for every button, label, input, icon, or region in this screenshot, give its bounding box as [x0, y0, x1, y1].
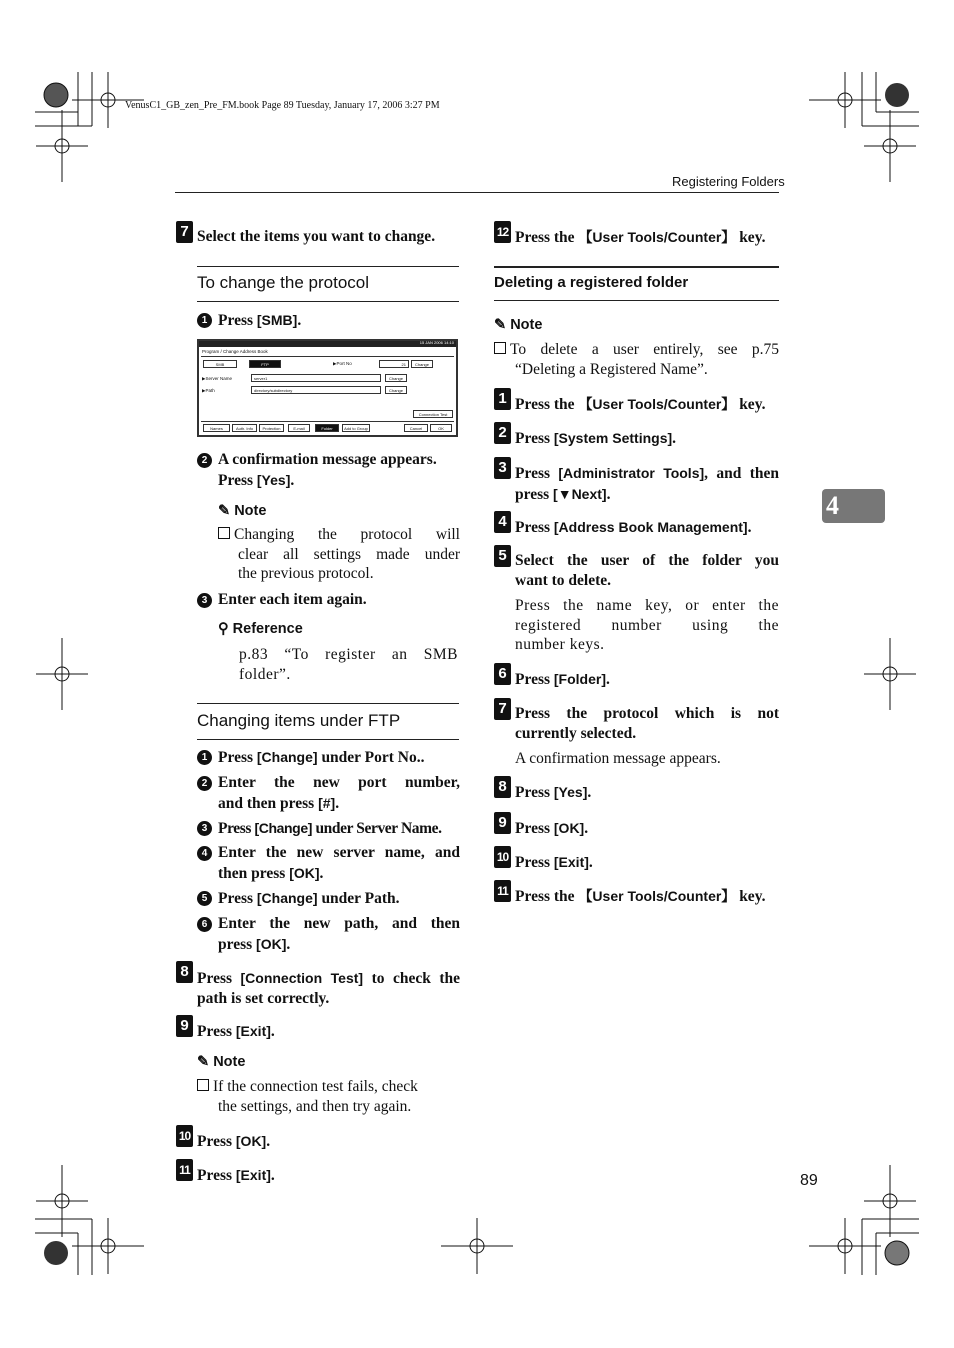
- screen-path-label: ▶Path: [202, 388, 215, 393]
- section-rule: [197, 703, 459, 704]
- step-text: Press the protocol which is not currently selected.: [515, 705, 779, 742]
- step-body: A confirmation message appears.: [515, 750, 721, 767]
- screen-tab: E-mail: [288, 424, 310, 432]
- screen-change-button: Change: [411, 360, 433, 368]
- checkbox-icon: [218, 527, 230, 539]
- screen-server-label: ▶Server Name: [202, 376, 232, 381]
- substep-text: Enter the new port number, and then press [#].: [218, 774, 460, 812]
- step-text: Press the 【User Tools/Counter】 key.: [515, 229, 766, 246]
- section-rule: [197, 739, 459, 740]
- step-text: Press [Folder].: [515, 671, 610, 688]
- screen-tab: Add to Group: [342, 424, 370, 432]
- substep-number: 5: [197, 891, 212, 906]
- substep-number: 3: [197, 593, 212, 608]
- step-text: Press [OK].: [197, 1133, 271, 1150]
- substep-number: 2: [197, 453, 212, 468]
- note-text: If the connection test fails, check the settings, and then try again.: [197, 1077, 460, 1116]
- screen-clock: 15 JAN 2006 14:10: [419, 340, 454, 345]
- section-rule: [197, 266, 459, 267]
- step-number: 6: [494, 663, 511, 685]
- magnifier-icon: ⚲: [218, 621, 229, 637]
- substep-number: 1: [197, 313, 212, 328]
- substep-number: 6: [197, 917, 212, 932]
- step-number: 4: [494, 511, 511, 533]
- screen-connection-test-button: Connection Test: [413, 410, 453, 418]
- screen-tab: Auth. Info: [232, 424, 257, 432]
- screen-tab: Folder: [315, 424, 339, 432]
- step-number: 12: [494, 221, 511, 243]
- step-number: 1: [494, 388, 511, 410]
- section-title: Deleting a registered folder: [494, 274, 689, 291]
- header-rule: [175, 192, 779, 193]
- running-header: Registering Folders: [672, 174, 785, 189]
- step-text: Press [Exit].: [197, 1167, 275, 1184]
- reference-text: p.83 “To register an SMB folder”.: [239, 646, 458, 683]
- substep-text: Enter the new server name, and then press [OK].: [218, 844, 460, 882]
- step-text: Press [Connection Test] to check the path is set correctly.: [197, 970, 460, 1007]
- screen-port-field: 21: [379, 360, 409, 368]
- screen-smb-button: SMB: [203, 360, 237, 368]
- note-text: Changing the protocol will clear all settings made under the previous protocol.: [218, 525, 460, 584]
- step-text: Press [Exit].: [515, 854, 593, 871]
- chapter-tab: 4: [822, 489, 885, 523]
- step-text: Press [OK].: [515, 820, 589, 837]
- section-rule: [494, 300, 779, 301]
- substep-text: A confirmation message appears. Press [Yes].: [218, 451, 437, 489]
- substep-text: Press [Change] under Port No..: [218, 749, 425, 766]
- note-heading: ✎ Note: [197, 1054, 246, 1070]
- section-title: Changing items under FTP: [197, 711, 401, 730]
- screen-change-button: Change: [385, 386, 407, 394]
- step-text: Press the 【User Tools/Counter】 key.: [515, 888, 766, 905]
- step-text: Press [Yes].: [515, 784, 592, 801]
- substep-number: 3: [197, 821, 212, 836]
- screen-cancel-button: Cancel: [404, 424, 428, 432]
- screen-change-button: Change: [385, 374, 407, 382]
- step-number: 8: [176, 961, 193, 983]
- step-number: 7: [176, 221, 193, 243]
- checkbox-icon: [197, 1079, 209, 1091]
- substep-text: Press [SMB].: [218, 312, 302, 329]
- reference-heading: ⚲ Reference: [218, 621, 303, 637]
- screen-path-field: directory/subdirectory: [251, 386, 381, 394]
- note-text: To delete a user entirely, see p.75 “Deleting a Registered Name”.: [494, 340, 779, 379]
- screen-ftp-button: FTP: [249, 360, 281, 368]
- step-number: 11: [494, 880, 511, 902]
- screen-ok-button: OK: [430, 424, 452, 432]
- checkbox-icon: [494, 342, 506, 354]
- step-number: 11: [176, 1159, 193, 1181]
- page-number: 89: [800, 1172, 818, 1189]
- pencil-icon: ✎: [494, 317, 507, 333]
- step-number: 2: [494, 422, 511, 444]
- step-number: 9: [494, 812, 511, 834]
- screen-tab: Protection: [259, 424, 284, 432]
- step-text: Press [Address Book Management].: [515, 519, 752, 536]
- substep-text: Press [Change] under Path.: [218, 890, 400, 907]
- section-rule: [197, 301, 459, 302]
- step-text: Press [Exit].: [197, 1023, 275, 1040]
- screen-title: Program / Change Address Book: [202, 349, 268, 354]
- screen-server-field: server1: [251, 374, 381, 382]
- pencil-icon: ✎: [218, 503, 231, 519]
- step-body: Press the name key, or enter the registered number using the number keys.: [515, 597, 779, 653]
- step-number: 8: [494, 776, 511, 798]
- note-heading: ✎ Note: [218, 503, 267, 519]
- step-text: Select the user of the folder you want to delete.: [515, 552, 779, 589]
- substep-text: Press [Change] under Server Name.: [218, 820, 442, 837]
- section-rule: [494, 266, 779, 268]
- screen-tab: Names: [203, 424, 230, 432]
- substep-number: 2: [197, 776, 212, 791]
- substep-number: 1: [197, 750, 212, 765]
- substep-number: 4: [197, 846, 212, 861]
- note-heading: ✎ Note: [494, 317, 543, 333]
- step-number: 7: [494, 698, 511, 720]
- step-text: Press the 【User Tools/Counter】 key.: [515, 396, 766, 413]
- step-text: Press [System Settings].: [515, 430, 677, 447]
- step-number: 10: [176, 1125, 193, 1147]
- step-number: 3: [494, 457, 511, 479]
- section-title: To change the protocol: [197, 273, 370, 292]
- print-slug: VenusC1_GB_zen_Pre_FM.book Page 89 Tuesday, January 17, 2006 3:27 PM: [125, 100, 440, 111]
- control-panel-screenshot: [197, 339, 458, 437]
- step-number: 9: [176, 1015, 193, 1037]
- step-text: Select the items you want to change.: [197, 228, 436, 245]
- step-number: 5: [494, 545, 511, 567]
- step-number: 10: [494, 846, 511, 868]
- screen-port-label: ▶Port No: [333, 361, 352, 366]
- step-text: Press [Administrator Tools], and then press [▼Next].: [515, 465, 780, 503]
- pencil-icon: ✎: [197, 1054, 210, 1070]
- substep-text: Enter each item again.: [218, 591, 367, 608]
- substep-text: Enter the new path, and then press [OK].: [218, 915, 460, 953]
